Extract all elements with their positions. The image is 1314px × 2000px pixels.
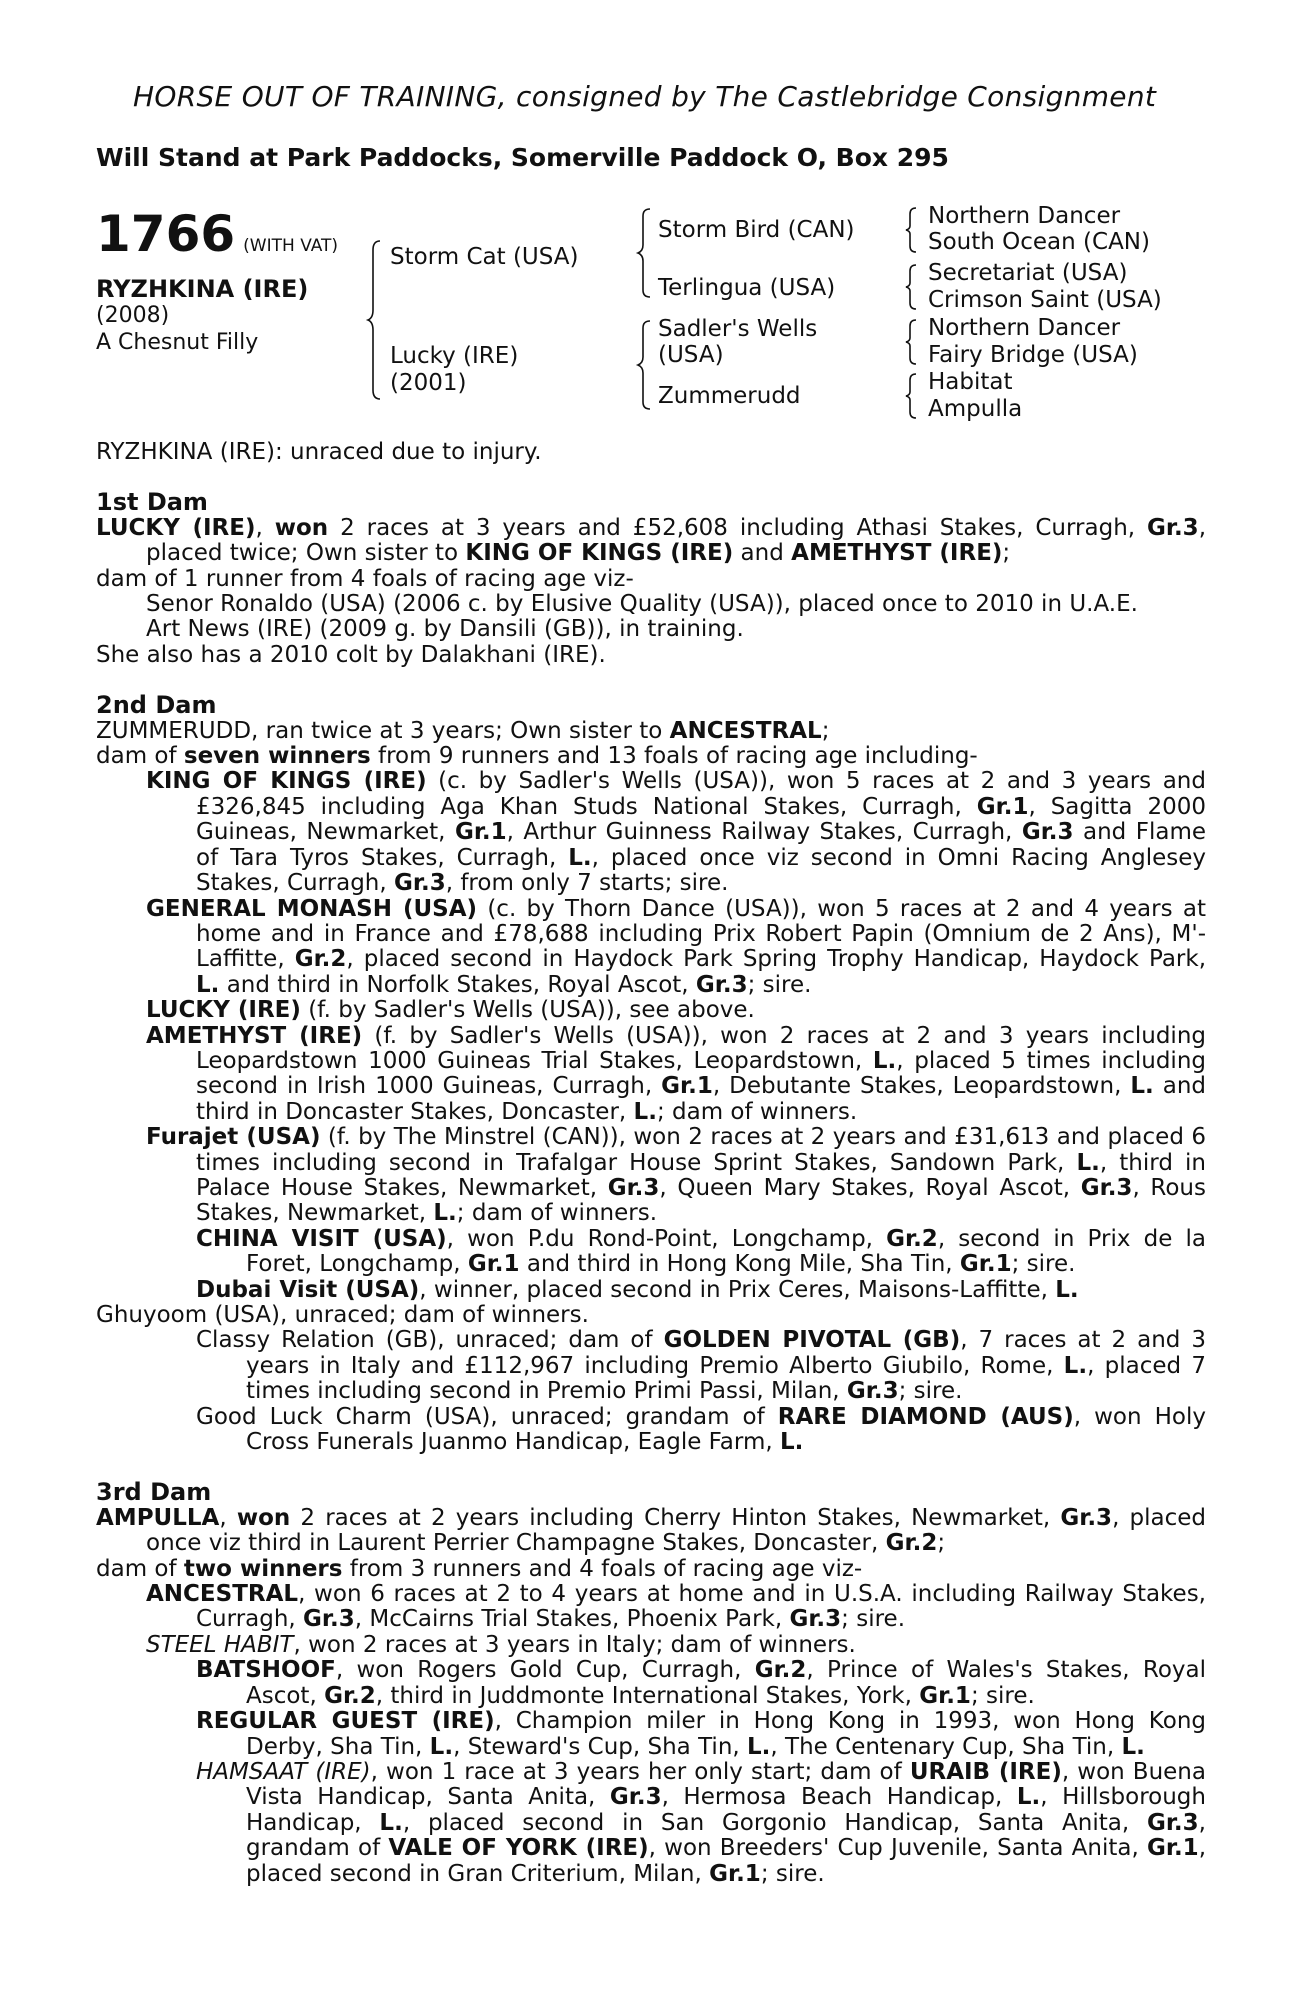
pedigree-dam-sire-line2: (USA) [658, 342, 724, 368]
pedigree-bracket-g3-4 [906, 373, 918, 419]
pedigree-g3-5: Northern Dancer [928, 315, 1121, 341]
pedigree-sire-sire: Storm Bird (CAN) [658, 217, 855, 243]
produce-entry: AMETHYST (IRE) (f. by Sadler's Wells (USA)), won 2 races at 2 and 3 years including Leopardstown 1000 Guineas Trial Stakes, Leopardstown, L., placed 5 times including second in Irish 1000 Guineas, Curragh, Gr.1, Debutante Stakes, Leopardstown, L. and third in Doncaster Stakes, Doncaster, L.; dam of winners. [146, 1022, 1207, 1125]
produce-entry: Art News (IRE) (2009 g. by Dansili (GB)), in training. [146, 616, 744, 643]
pedigree-bracket-gen1 [368, 240, 382, 400]
produce-entry: Dubai Visit (USA), winner, placed second in Prix Ceres, Maisons-Laffitte, L. [196, 1276, 1079, 1303]
pedigree-g3-3: Secretariat (USA) [928, 260, 1128, 286]
produce-note: She also has a 2010 colt by Dalakhani (IRE). [96, 641, 606, 668]
produce-entry: GENERAL MONASH (USA) (c. by Thorn Dance (USA)), won 5 races at 2 and 4 years at home and in France and £78,688 including Prix Robert Papin (Omnium de 2 Ans), M'-Laffitte, Gr.2, placed second in Haydock Park Spring Trophy Handicap, Haydock Park, L. and third in Norfolk Stakes, Royal Ascot, Gr.3; sire. [146, 895, 1207, 998]
pedigree-sire: Storm Cat (USA) [390, 244, 579, 270]
produce-entry: Good Luck Charm (USA), unraced; grandam of RARE DIAMOND (AUS), won Holy Cross Funerals Juanmo Handicap, Eagle Farm, L. [196, 1403, 1207, 1456]
pedigree-dam-name: Lucky (IRE) [390, 343, 519, 369]
produce-intro: dam of seven winners from 9 runners and 13 foals of racing age including- [96, 743, 978, 770]
third-dam-record: AMPULLA, won 2 races at 2 years including Cherry Hinton Stakes, Newmarket, Gr.3, placed once viz third in Laurent Perrier Champagne Stakes, Doncaster, Gr.2; [96, 1504, 1207, 1557]
pedigree-bracket-g3-2 [906, 264, 918, 310]
produce-entry: BATSHOOF, won Rogers Gold Cup, Curragh, Gr.2, Prince of Wales's Stakes, Royal Ascot, Gr.2, third in Juddmonte International Stakes, York, Gr.1; sire. [196, 1657, 1206, 1709]
pedigree-g3-8: Ampulla [928, 396, 1023, 422]
stable-location: Will Stand at Park Paddocks, Somerville Paddock O, Box 295 [96, 143, 949, 172]
dam-records [96, 440, 1206, 1887]
horse-name: RYZHKINA (IRE) [96, 275, 309, 303]
pedigree-g3-7: Habitat [928, 369, 1013, 395]
produce-entry: REGULAR GUEST (IRE), Champion miler in Hong Kong in 1993, won Hong Kong Derby, Sha Tin, L., Steward's Cup, Sha Tin, L., The Centenary Cup, Sha Tin, L. [196, 1708, 1206, 1760]
lot-number: 1766 [96, 205, 236, 263]
produce-entry: Senor Ronaldo (USA) (2006 c. by Elusive Quality (USA)), placed once to 2010 in U.A.E. [146, 591, 1138, 618]
produce-entry: KING OF KINGS (IRE) (c. by Sadler's Wells (USA)), won 5 races at 2 and 3 years and £326,845 including Aga Khan Studs National Stakes, Curragh, Gr.1, Sagitta 2000 Guineas, Newmarket, Gr.1, Arthur Guinness Railway Stakes, Curragh, Gr.3 and Flame of Tara Tyros Stakes, Curragh, L., placed once viz second in Omni Racing Anglesey Stakes, Curragh, Gr.3, from only 7 starts; sire. [146, 768, 1207, 897]
summary-line: RYZHKINA (IRE): unraced due to injury. [96, 439, 542, 465]
pedigree-g3-1: Northern Dancer [928, 203, 1121, 229]
pedigree-dam-dam: Zummerudd [658, 383, 801, 409]
pedigree-bracket-g3-3 [906, 319, 918, 365]
produce-entry: CHINA VISIT (USA), won P.du Rond-Point, Longchamp, Gr.2, second in Prix de la Foret, Longchamp, Gr.1 and third in Hong Kong Mile, Sha Tin, Gr.1; sire. [196, 1225, 1206, 1278]
pedigree-bracket-g3-1 [906, 207, 918, 253]
produce-entry: Furajet (USA) (f. by The Minstrel (CAN)), won 2 races at 2 years and £31,613 and placed 6 times including second in Trafalgar House Sprint Stakes, Sandown Park, L., third in Palace House Stakes, Newmarket, Gr.3, Queen Mary Stakes, Royal Ascot, Gr.3, Rous Stakes, Newmarket, L.; dam of winners. [146, 1124, 1206, 1227]
produce-entry: ANCESTRAL, won 6 races at 2 to 4 years at home and in U.S.A. including Railway Stakes, Curragh, Gr.3, McCairns Trial Stakes, Phoenix Park, Gr.3; sire. [146, 1581, 1206, 1633]
lot-number-line [96, 205, 338, 263]
produce-entry: STEEL HABIT, won 2 races at 3 years in Italy; dam of winners. [146, 1631, 856, 1658]
foaling-year: (2008) [96, 303, 170, 328]
produce-intro: dam of two winners from 3 runners and 4 foals of racing age viz- [96, 1555, 863, 1582]
produce-entry: HAMSAAT (IRE), won 1 race at 3 years her only start; dam of URAIB (IRE), won Buena Vista Handicap, Santa Anita, Gr.3, Hermosa Beach Handicap, L., Hillsborough Handicap, L., placed second in San Gorgonio Handicap, Santa Anita, Gr.3, grandam of VALE OF YORK (IRE), won Breeders' Cup Juvenile, Santa Anita, Gr.1, placed second in Gran Criterium, Milan, Gr.1; sire. [196, 1758, 1206, 1887]
third-dam-heading: 3rd Dam [96, 1478, 212, 1507]
second-dam-record: ZUMMERUDD, ran twice at 3 years; Own sister to ANCESTRAL; [96, 717, 830, 744]
pedigree-dam-year: (2001) [390, 370, 467, 396]
pedigree-bracket-sire [638, 208, 652, 298]
pedigree-sire-dam: Terlingua (USA) [658, 275, 836, 301]
pedigree-g3-6: Fairy Bridge (USA) [928, 342, 1138, 368]
horse-description: A Chesnut Filly [96, 330, 259, 355]
produce-entry: Classy Relation (GB), unraced; dam of GOLDEN PIVOTAL (GB), 7 races at 2 and 3 years in Italy and £112,967 including Premio Alberto Giubilo, Rome, L., placed 7 times including second in Premio Primi Passi, Milan, Gr.3; sire. [196, 1327, 1207, 1405]
second-dam-heading: 2nd Dam [96, 691, 217, 720]
pedigree-dam-sire-line1: Sadler's Wells [658, 316, 818, 342]
first-dam-record: LUCKY (IRE), won 2 races at 3 years and £52,608 including Athasi Stakes, Curragh, Gr.3, placed twice; Own sister to KING OF KINGS (IRE) and AMETHYST (IRE); [96, 514, 1206, 567]
vat-note: (WITH VAT) [243, 236, 339, 256]
produce-entry: LUCKY (IRE) (f. by Sadler's Wells (USA)), see above. [146, 997, 755, 1024]
page-header: HORSE OUT OF TRAINING, consigned by The Castlebridge Consignment [133, 80, 1157, 113]
pedigree-g3-4: Crimson Saint (USA) [928, 287, 1162, 313]
first-dam-heading: 1st Dam [96, 488, 208, 517]
pedigree-g3-2: South Ocean (CAN) [928, 229, 1150, 255]
pedigree-bracket-dam [638, 320, 652, 410]
produce-intro: dam of 1 runner from 4 foals of racing age viz- [96, 565, 634, 592]
produce-entry: Ghuyoom (USA), unraced; dam of winners. [96, 1302, 589, 1328]
